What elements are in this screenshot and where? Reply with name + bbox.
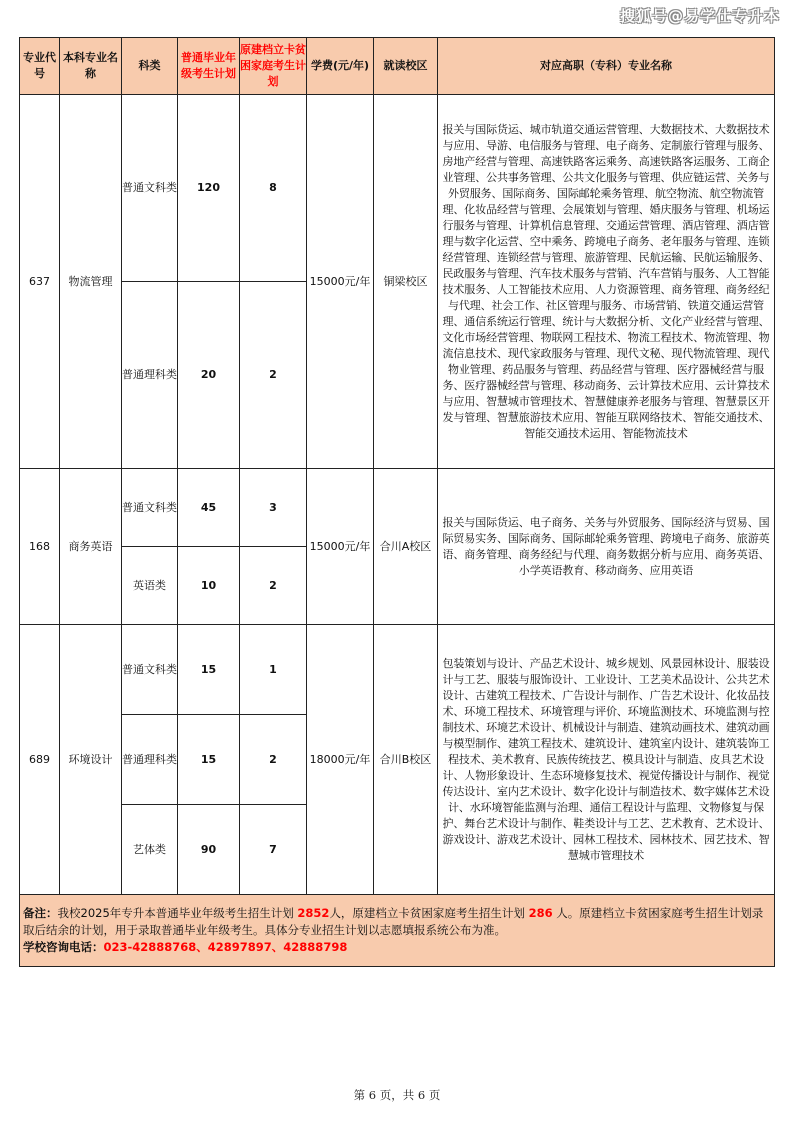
related-majors-cell: 报关与国际货运、电子商务、关务与外贸服务、国际经济与贸易、国际贸易实务、国际商务、国际邮轮乘务管理、跨境电子商务、旅游英语、商务管理、商务经纪与代理、商务数据分析与应用、商务英语、小学英语教育、移动商务、应用英语 — [438, 469, 775, 625]
major-code: 689 — [20, 625, 60, 895]
plan-poverty-cell: 1 — [240, 625, 307, 715]
table-row — [20, 469, 775, 547]
category-cell: 艺体类 — [122, 805, 178, 895]
plan-regular-cell: 15 — [178, 715, 240, 805]
plan-poverty-cell: 2 — [240, 547, 307, 625]
phone-label: 学校咨询电话： — [23, 940, 104, 954]
header-plan-poverty: 原建档立卡贫困家庭考生计划 — [240, 38, 307, 95]
note-text-3: 人。原建档立卡贫困家庭考生招生计划录取后结余的计划，用于录取普通毕业年级考生。具体分专业招生计划以志愿填报系统公布为准。 — [23, 906, 764, 937]
category-cell: 普通文科类 — [122, 95, 178, 282]
plan-poverty-cell: 8 — [240, 95, 307, 282]
tuition-cell: 15000元/年 — [307, 95, 374, 469]
related-majors-cell: 报关与国际货运、城市轨道交通运营管理、大数据技术、大数据技术与应用、导游、电信服务与管理、电子商务、定制旅行管理与服务、房地产经营与管理、高速铁路客运乘务、高速铁路客运服务、工商企业管理、公共事务管理、公共文化服务与管理、供应链运营、关务与外贸服务、国际商务、国际邮轮乘务管理、航空物流、航空物流管理、化妆品经营与管理、会展策划与管理、婚庆服务与管理、机场运行服务与管理、计算机信息管理、交通运营管理、酒店管理、酒店管理与数字化运营、空中乘务、跨境电子商务、老年服务与管理、连锁经营管理、连锁经营与管理、旅游管理、民航运输、民航运输服务、民政服务与管理、汽车技术服务与营销、汽车营销与服务、人工智能技术服务、人工智能技术应用、人力资源管理、商务管理、商务经纪与代理、社会工作、社区管理与服务、市场营销、铁道交通运营管理、通信系统运行管理、统计与大数据分析、文化产业经营与管理、文化市场经营管理、物联网工程技术、物流工程技术、物流管理、物流信息技术、现代家政服务与管理、现代文秘、现代物流管理、现代物业管理、药品服务与管理、药品经营与管理、医疗器械经营与服务、医疗器械经营与管理、移动商务、云计算技术应用、云计算技术与应用、智慧城市管理技术、智慧健康养老服务与管理、智慧景区开发与管理、智慧旅游技术应用、智能互联网络技术、智能交通技术、智能交通技术运用、智能物流技术 — [438, 95, 775, 469]
plan-poverty-cell: 3 — [240, 469, 307, 547]
table-row — [20, 625, 775, 715]
category-cell: 英语类 — [122, 547, 178, 625]
plan-regular-cell: 20 — [178, 282, 240, 469]
note-cell — [20, 895, 775, 967]
header-plan-regular: 普通毕业年级考生计划 — [178, 38, 240, 95]
major-name: 商务英语 — [60, 469, 122, 625]
note-regular-total: 2852 — [297, 906, 330, 920]
note-poverty-total: 286 — [528, 906, 553, 920]
major-name: 环境设计 — [60, 625, 122, 895]
note-label: 备注： — [23, 906, 58, 920]
watermark-text: 搜狐号@易学仕专升本 — [619, 7, 780, 25]
header-related-majors: 对应高职（专科）专业名称 — [438, 38, 775, 95]
plan-regular-cell: 15 — [178, 625, 240, 715]
plan-regular-cell: 120 — [178, 95, 240, 282]
tuition-cell: 15000元/年 — [307, 469, 374, 625]
phone-numbers: 023-42888768、42897897、42888798 — [103, 940, 348, 954]
campus-cell: 合川B校区 — [374, 625, 438, 895]
major-name: 物流管理 — [60, 95, 122, 469]
tuition-cell: 18000元/年 — [307, 625, 374, 895]
plan-regular-cell: 10 — [178, 547, 240, 625]
plan-regular-cell: 90 — [178, 805, 240, 895]
table-row — [20, 95, 775, 282]
table-header-row — [20, 38, 775, 95]
plan-poverty-cell: 2 — [240, 715, 307, 805]
category-cell: 普通文科类 — [122, 469, 178, 547]
major-code: 168 — [20, 469, 60, 625]
header-tuition: 学费(元/年) — [307, 38, 374, 95]
header-category: 科类 — [122, 38, 178, 95]
note-row — [20, 895, 775, 967]
related-majors-cell: 包装策划与设计、产品艺术设计、城乡规划、风景园林设计、服装设计与工艺、服装与服饰设计、工业设计、工艺美术品设计、公共艺术设计、古建筑工程技术、广告设计与制作、广告艺术设计、化妆品技术、环境工程技术、环境管理与评价、环境监测技术、环境监测与控制技术、环境艺术设计、机械设计与制造、建筑动画技术、建筑动画与模型制作、建筑工程技术、建筑设计、建筑室内设计、建筑装饰工程技术、美术教育、民族传统技艺、模具设计与制造、皮具艺术设计、人物形象设计、生态环境修复技术、视觉传播设计与制作、视觉传达设计、室内艺术设计、数字化设计与制造技术、数字媒体艺术设计、水环境智能监测与治理、通信工程设计与监理、文物修复与保护、舞台艺术设计与制作、鞋类设计与工艺、艺术教育、艺术设计、游戏设计、游戏艺术设计、园林工程技术、园林技术、园艺技术、智慧城市管理技术 — [438, 625, 775, 895]
category-cell: 普通理科类 — [122, 715, 178, 805]
major-code: 637 — [20, 95, 60, 469]
note-text-1: 我校2025年专升本普通毕业年级考生招生计划 — [57, 906, 298, 920]
category-cell: 普通理科类 — [122, 282, 178, 469]
note-text-2: 人，原建档立卡贫困家庭考生招生计划 — [329, 906, 529, 920]
plan-regular-cell: 45 — [178, 469, 240, 547]
header-campus: 就读校区 — [374, 38, 438, 95]
category-cell: 普通文科类 — [122, 625, 178, 715]
plan-poverty-cell: 7 — [240, 805, 307, 895]
plan-poverty-cell: 2 — [240, 282, 307, 469]
header-code: 专业代号 — [20, 38, 60, 95]
header-major: 本科专业名称 — [60, 38, 122, 95]
enrollment-plan-table — [19, 37, 775, 967]
campus-cell: 铜梁校区 — [374, 95, 438, 469]
page-footer: 第 6 页，共 6 页 — [353, 1088, 441, 1102]
campus-cell: 合川A校区 — [374, 469, 438, 625]
